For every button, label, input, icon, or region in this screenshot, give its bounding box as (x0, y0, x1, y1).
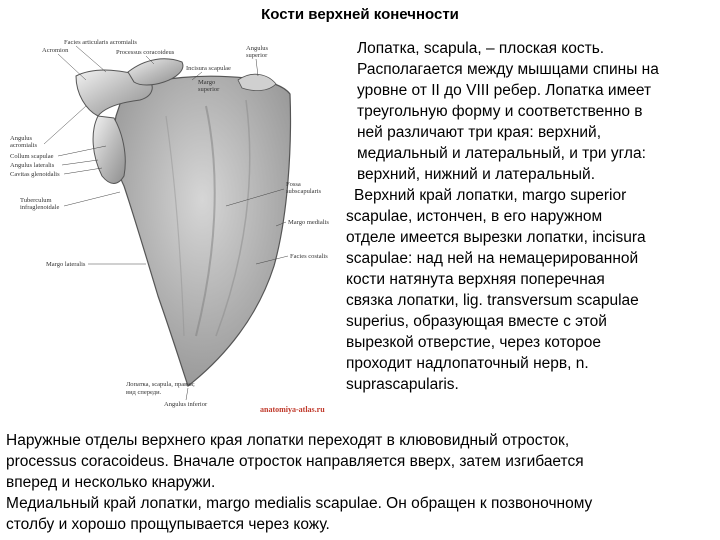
svg-text:Angulus: Angulus (246, 45, 269, 52)
text-line: Наружные отделы верхнего края лопатки переходят в клювовидный отросток, (6, 432, 570, 449)
svg-text:infraglenoidale: infraglenoidale (20, 204, 60, 211)
svg-text:superior: superior (246, 52, 268, 59)
text-line: верхний, нижний и латеральный. (357, 166, 595, 183)
svg-text:Margo lateralis: Margo lateralis (46, 261, 86, 268)
text-line: столбу и хорошо прощупывается через кожу. (6, 516, 330, 533)
text-line: scapulae, истончен, в его наружном (346, 208, 603, 225)
svg-text:Collum scapulae: Collum scapulae (10, 153, 54, 160)
svg-text:Tuberculum: Tuberculum (20, 197, 52, 204)
figure-caption-line-2: вид спереди. (126, 389, 162, 396)
svg-text:acromialis: acromialis (10, 142, 38, 149)
text-line: вырезкой отверстие, через которое (346, 334, 601, 351)
watermark: anatomiya-atlas.ru (260, 405, 325, 414)
superior-angle-shape (238, 74, 276, 90)
svg-text:Angulus: Angulus (10, 135, 33, 142)
text-line: suprascapularis. (346, 376, 459, 393)
scapula-body (114, 76, 290, 386)
svg-text:Acromion: Acromion (42, 47, 69, 54)
svg-text:Incisura scapulae: Incisura scapulae (186, 65, 231, 72)
text-line: отделе имеется вырезки лопатки, incisura (346, 229, 646, 246)
text-line: Располагается между мышцами спины на (357, 61, 659, 78)
text-line: Медиальный край лопатки, margo medialis scapulae. Он обращен к позвоночному (6, 495, 593, 512)
text-line: связка лопатки, lig. transversum scapulae (346, 292, 639, 309)
svg-text:Facies articularis acromialis: Facies articularis acromialis (64, 39, 137, 46)
svg-text:Angulus inferior: Angulus inferior (164, 401, 208, 408)
svg-text:Margo: Margo (198, 79, 216, 86)
text-line: медиальный и латеральный, и три угла: (357, 145, 646, 162)
text-line: уровне от II до VIII ребер. Лопатка имеет (357, 82, 652, 99)
text-line: ней различают три края: верхний, (357, 124, 602, 141)
coracoid-medial-description (6, 430, 714, 535)
svg-text:subscapularis: subscapularis (286, 188, 322, 195)
text-line: вперед и несколько кнаружи. (6, 474, 216, 491)
svg-text:Cavitas glenoidalis: Cavitas glenoidalis (10, 171, 60, 178)
text-line: scapulae: над ней на немацерированной (346, 250, 639, 267)
text-line: Верхний край лопатки, margo superior (354, 187, 627, 204)
svg-text:Facies costalis: Facies costalis (290, 253, 328, 260)
svg-text:Margo medialis: Margo medialis (288, 219, 329, 226)
text-line: треугольную форму и соответственно в (357, 103, 643, 120)
svg-text:superior: superior (198, 86, 220, 93)
svg-text:Angulus lateralis: Angulus lateralis (10, 162, 55, 169)
scapula-description (346, 38, 714, 395)
slide-title: Кости верхней конечности (261, 6, 459, 23)
scapula-drawing (6, 36, 350, 416)
text-line: superius, образующая вместе с этой (346, 313, 607, 330)
svg-text:Fossa: Fossa (286, 181, 301, 188)
text-line: проходит надлопаточный нерв, n. (346, 355, 589, 372)
text-line: processus coracoideus. Вначале отросток направляется вверх, затем изгибается (6, 453, 584, 470)
scapula-illustration (6, 36, 350, 416)
figure-caption-line-1: Лопатка, scapula, правая; (126, 381, 195, 388)
svg-text:Processus coracoideus: Processus coracoideus (116, 49, 175, 56)
text-line: кости натянута верхняя поперечная (346, 271, 605, 288)
text-line: Лопатка, scapula, – плоская кость. (357, 40, 605, 57)
